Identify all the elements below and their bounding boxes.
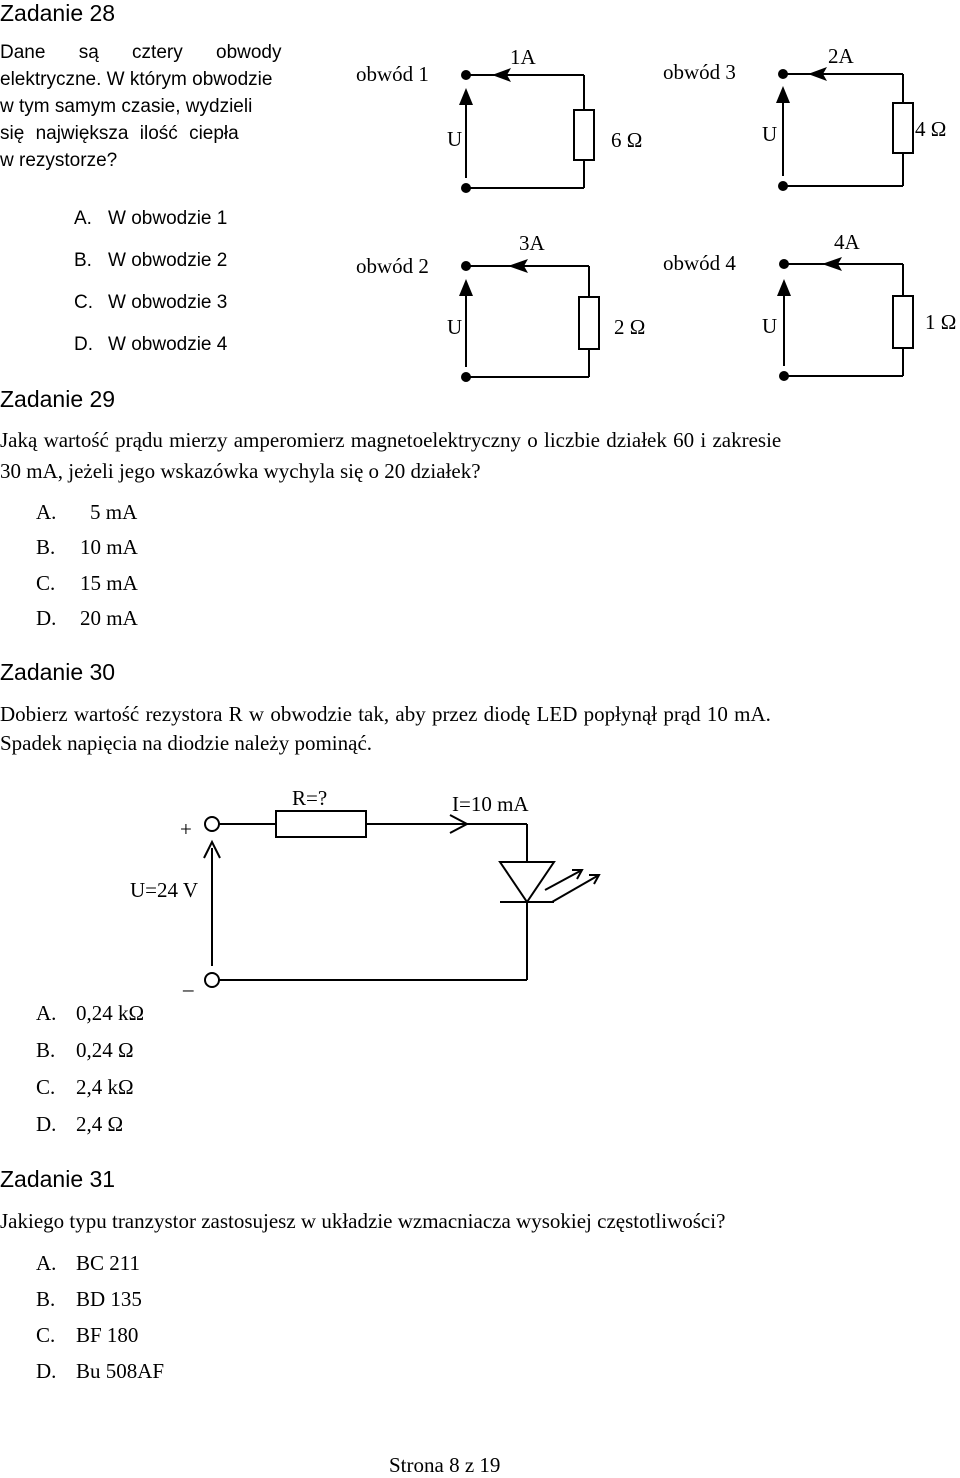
led-icon — [500, 862, 599, 902]
answer-letter: D. — [36, 1359, 57, 1383]
circuit-3-current: 2A — [828, 44, 854, 68]
answer-letter: B. — [36, 1038, 56, 1062]
answer-text: 10 mA — [80, 535, 138, 559]
circuit-1-name: obwód 1 — [356, 62, 429, 86]
terminal-dot — [779, 182, 787, 190]
answer-c — [36, 1323, 138, 1348]
answer-d — [36, 1359, 164, 1384]
page-number: Strona 8 z 19 — [389, 1453, 501, 1477]
circuit-2 — [459, 259, 599, 381]
answer-text: BF 180 — [76, 1323, 139, 1347]
resistor-icon — [579, 297, 599, 349]
question-line-5: w rezystorze? — [0, 150, 118, 171]
answer-text: W obwodzie 2 — [108, 250, 228, 271]
z29-question-line-1: Jaką wartość prądu mierzy amperomierz magnetoelektryczny o liczbie działek 60 i zakresie — [0, 428, 782, 452]
answer-text: Bu 508AF — [76, 1359, 165, 1383]
answer-text: 2,4 Ω — [76, 1112, 124, 1136]
circuit-4-resistance: 1 Ω — [925, 310, 957, 334]
resistor-icon — [574, 110, 594, 160]
answer-text: BD 135 — [76, 1287, 142, 1311]
circuit-1-current: 1A — [510, 45, 536, 69]
question-line-4: się największa ilość ciepła — [0, 123, 239, 144]
voltage-arrow-icon — [459, 88, 473, 105]
terminal-dot — [462, 373, 470, 381]
answer-text: 20 mA — [80, 606, 138, 630]
minus-label: _ — [183, 970, 194, 994]
resistor-icon — [893, 296, 913, 348]
answer-text: 5 mA — [90, 500, 138, 524]
current-label: I=10 mA — [452, 792, 529, 816]
answer-d — [36, 606, 138, 631]
question-line-3: w tym samym czasie, wydzieli — [0, 96, 253, 117]
z31-question: Jakiego typu tranzystor zastosujesz w układzie wzmacniacza wysokiej częstotliwości? — [0, 1209, 726, 1233]
answer-letter: D. — [36, 606, 57, 630]
resistor-label: R=? — [292, 786, 328, 810]
circuit-1 — [459, 68, 594, 192]
voltage-label: U=24 V — [130, 878, 199, 902]
terminal-dot — [462, 184, 470, 192]
heading-zadanie-30: Zadanie 30 — [0, 659, 116, 685]
terminal-dot — [780, 372, 788, 380]
answer-c — [36, 1075, 134, 1100]
circuit-2-name: obwód 2 — [356, 254, 429, 278]
answer-letter: B. — [36, 535, 56, 559]
answer-text: 0,24 Ω — [76, 1038, 134, 1062]
z30-question-line-1: Dobierz wartość rezystora R w obwodzie tak, aby przez diodę LED popłynął prąd 10 mA. — [0, 702, 771, 726]
answer-text: 15 mA — [80, 571, 138, 595]
answer-letter: D. — [36, 1112, 57, 1136]
question-line-1-text: Dane są cztery obwody — [0, 42, 282, 63]
answer-letter: A. — [74, 208, 92, 229]
answer-a — [36, 1001, 144, 1026]
answer-letter: A. — [36, 500, 57, 524]
heading-zadanie-28: Zadanie 28 — [0, 0, 116, 26]
circuit-2-current: 3A — [519, 231, 545, 255]
plus-label: + — [180, 817, 192, 841]
circuit-1-source: U — [447, 127, 463, 151]
answer-text: W obwodzie 4 — [108, 334, 228, 355]
circuit-3-name: obwód 3 — [663, 60, 736, 84]
z28-circuits-diagram — [0, 0, 960, 400]
answer-letter: A. — [36, 1251, 57, 1275]
circuit-2-source: U — [447, 315, 463, 339]
answer-d — [36, 1112, 123, 1137]
answer-b — [36, 1287, 142, 1312]
answer-letter: C. — [74, 292, 93, 313]
answer-b — [36, 535, 138, 560]
answer-text: W obwodzie 1 — [108, 208, 228, 229]
circuit-4-current: 4A — [834, 230, 860, 254]
plus-terminal-icon — [205, 817, 219, 831]
voltage-arrow-icon — [459, 279, 473, 296]
question-line-2: elektryczne. W którym obwodzie — [0, 69, 273, 90]
resistor-icon — [276, 811, 366, 837]
voltage-arrow-icon — [777, 279, 791, 296]
circuit-4-name: obwód 4 — [663, 251, 736, 275]
circuit-4-source: U — [762, 314, 778, 338]
answer-a — [36, 1251, 140, 1276]
answer-letter: B. — [74, 250, 92, 271]
answer-text: W obwodzie 3 — [108, 292, 228, 313]
answer-letter: A. — [36, 1001, 57, 1025]
heading-zadanie-31: Zadanie 31 — [0, 1166, 116, 1192]
circuit-2-resistance: 2 Ω — [614, 315, 646, 339]
circuit-3-source: U — [762, 122, 778, 146]
answer-letter: C. — [36, 1075, 56, 1099]
z30-question-line-2: Spadek napięcia na diodzie należy pominąć. — [0, 731, 373, 755]
answer-letter: C. — [36, 1323, 56, 1347]
circuit-4 — [777, 257, 913, 380]
answer-text: 2,4 kΩ — [76, 1075, 134, 1099]
heading-zadanie-29: Zadanie 29 — [0, 386, 116, 412]
z29-question-line-2: 30 mA, jeżeli jego wskazówka wychyla się o 20 działek? — [0, 459, 481, 483]
answer-text: 0,24 kΩ — [76, 1001, 145, 1025]
answer-a — [36, 500, 137, 525]
answer-text: BC 211 — [76, 1251, 140, 1275]
answer-letter: D. — [74, 334, 93, 355]
circuit-3 — [776, 67, 913, 190]
resistor-icon — [893, 103, 913, 153]
voltage-arrow-icon — [776, 86, 790, 103]
answer-letter: B. — [36, 1287, 56, 1311]
minus-terminal-icon — [205, 973, 219, 987]
circuit-3-resistance: 4 Ω — [915, 117, 947, 141]
circuit-1-resistance: 6 Ω — [611, 128, 643, 152]
current-arrow-icon — [450, 815, 467, 833]
answer-letter: C. — [36, 571, 56, 595]
answer-c — [36, 571, 138, 596]
answer-b — [36, 1038, 134, 1063]
